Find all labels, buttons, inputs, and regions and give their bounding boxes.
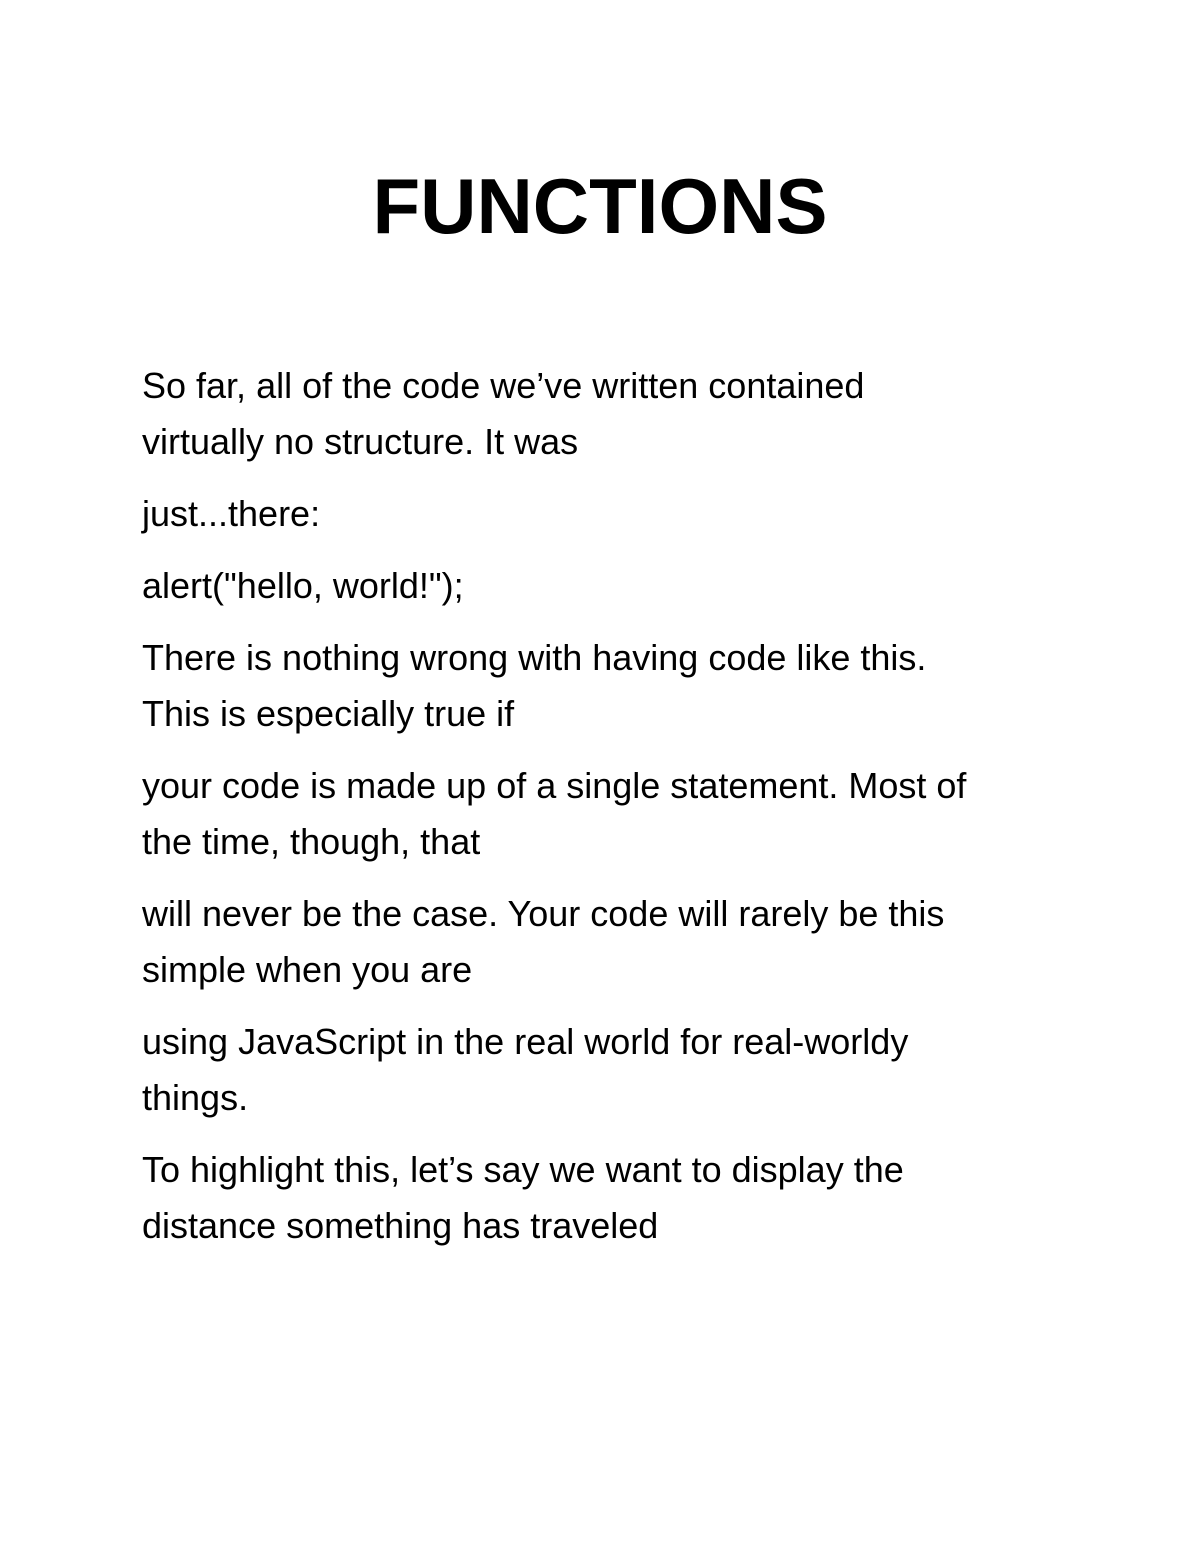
paragraph-line: the time, though, that xyxy=(142,821,481,862)
paragraph-line: There is nothing wrong with having code like this. xyxy=(142,637,927,678)
paragraph-line: distance something has traveled xyxy=(142,1205,659,1246)
paragraph-line: using JavaScript in the real world for real-worldy xyxy=(142,1021,909,1062)
paragraph-line: things. xyxy=(142,1077,249,1118)
paragraph-line: just...there: xyxy=(142,493,321,534)
paragraph-1 xyxy=(142,358,1072,470)
paragraph-2 xyxy=(142,486,1072,542)
paragraph-5 xyxy=(142,758,1072,870)
paragraph-8 xyxy=(142,1142,1072,1254)
paragraph-line: This is especially true if xyxy=(142,693,515,734)
paragraph-line: simple when you are xyxy=(142,949,473,990)
paragraph-line: To highlight this, let’s say we want to display the xyxy=(142,1149,904,1190)
paragraph-line: your code is made up of a single statement. Most of xyxy=(142,765,967,806)
paragraph-7 xyxy=(142,1014,1072,1126)
paragraph-3-code xyxy=(142,558,1072,614)
code-line: alert("hello, world!"); xyxy=(142,565,464,606)
paragraph-line: virtually no structure. It was xyxy=(142,421,579,462)
body-text xyxy=(142,358,1072,1270)
paragraph-6 xyxy=(142,886,1072,998)
paragraph-line: So far, all of the code we’ve written contained xyxy=(142,365,865,406)
paragraph-line: will never be the case. Your code will rarely be this xyxy=(142,893,945,934)
paragraph-4 xyxy=(142,630,1072,742)
page-title: FUNCTIONS xyxy=(372,162,828,250)
